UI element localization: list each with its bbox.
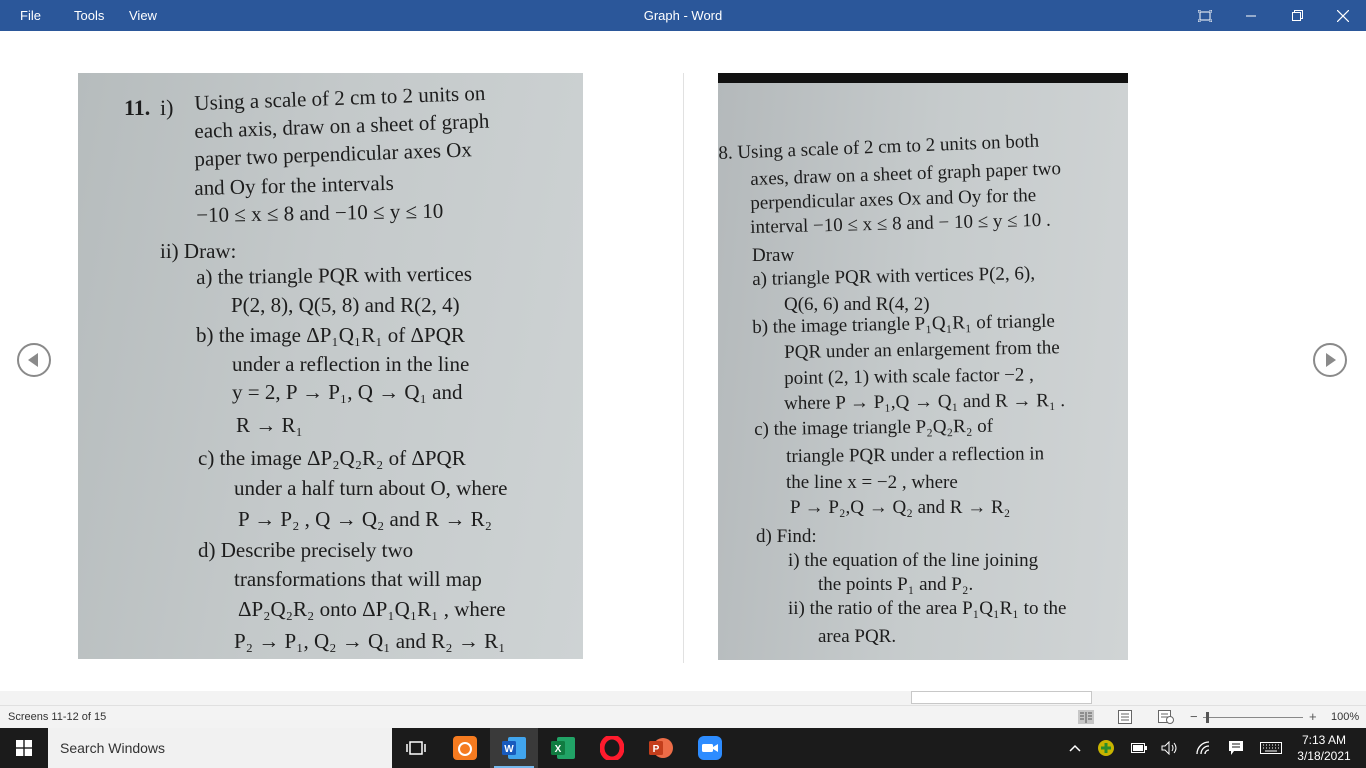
zoom-slider[interactable] [1203, 717, 1303, 718]
left-line: R → R₁ [236, 413, 303, 437]
windows-logo-icon [16, 740, 32, 756]
right-line: area PQR. [818, 626, 897, 647]
focus-mode-icon [1198, 10, 1212, 22]
taskbar-app-opera[interactable] [588, 728, 636, 768]
right-line: where P → P₁,Q → Q₁ and R → R₁ . [784, 390, 1066, 414]
left-line: a) the triangle PQR with vertices [196, 261, 473, 289]
left-line: ΔP₂Q₂R₂ onto ΔP₁Q₁R₁ , where [238, 597, 506, 621]
next-screen-button[interactable] [1313, 343, 1347, 377]
clock-time: 7:13 AM [1301, 733, 1347, 747]
zoom-app-icon [698, 736, 722, 760]
left-line: Using a scale of 2 cm to 2 units on [194, 80, 486, 115]
speaker-icon [1161, 741, 1179, 755]
left-line: P → P₂ , Q → Q₂ and R → R₂ [238, 507, 492, 531]
document-area [0, 31, 1366, 691]
right-line: perpendicular axes Ox and Oy for the [750, 185, 1037, 214]
right-line: P → P₂,Q → Q₂ and R → R₂ [790, 497, 1011, 518]
previous-screen-button[interactable] [17, 343, 51, 377]
page-layout-icon [1118, 710, 1132, 724]
zoom-level[interactable]: 100% [1331, 711, 1360, 723]
status-bar [0, 705, 1366, 728]
notification-icon [1228, 740, 1244, 756]
taskbar-clock[interactable] [1288, 728, 1360, 768]
title-bar [0, 0, 1366, 31]
menu-file[interactable]: File [20, 8, 41, 23]
photo-dark-edge [718, 73, 1128, 83]
opera-icon [600, 736, 624, 760]
zoom-slider-thumb[interactable] [1206, 712, 1209, 723]
chevron-up-icon [1069, 744, 1081, 752]
left-line: transformations that will map [234, 567, 482, 591]
left-line: d) Describe precisely two [198, 538, 414, 562]
tray-app-icon [1097, 739, 1115, 757]
right-page-image [718, 73, 1128, 660]
left-line: P₂ → P₁, Q₂ → Q₁ and R₂ → R₁ [234, 629, 506, 653]
svg-text:X: X [554, 744, 562, 755]
left-line: each axis, draw on a sheet of graph [194, 108, 490, 143]
left-line: under a reflection in the line [232, 352, 470, 376]
zoom-out-button[interactable]: − [1190, 709, 1198, 724]
search-placeholder: Search Windows [60, 740, 166, 756]
right-line: Draw [752, 245, 795, 266]
restore-icon [1292, 10, 1303, 21]
right-line: PQR under an enlargement from the [784, 337, 1060, 363]
close-button[interactable] [1320, 0, 1366, 31]
left-line: y = 2, P → P₁, Q → Q₁ and [232, 380, 463, 404]
show-hidden-icons-button[interactable] [1064, 728, 1086, 768]
svg-text:P: P [652, 744, 660, 755]
volume-button[interactable] [1158, 728, 1182, 768]
left-line: b) the image ΔP₁Q₁R₁ of ΔPQR [196, 323, 465, 347]
restore-button[interactable] [1274, 0, 1320, 31]
keyboard-icon [1260, 742, 1282, 754]
right-line: d) Find: [756, 526, 817, 547]
powerpoint-icon [649, 737, 673, 759]
taskbar-app-zoom[interactable] [686, 728, 734, 768]
left-line: and Oy for the intervals [194, 170, 395, 200]
book-icon [1078, 710, 1094, 724]
taskbar-app-powerpoint[interactable] [637, 728, 685, 768]
clock-date: 3/18/2021 [1297, 749, 1351, 763]
tray-app-icon-button[interactable] [1094, 728, 1118, 768]
read-mode-button[interactable] [1078, 710, 1094, 724]
print-layout-button[interactable] [1118, 710, 1134, 724]
web-layout-icon [1158, 710, 1174, 724]
right-line: axes, draw on a sheet of graph paper two [750, 158, 1062, 190]
right-line: a) triangle PQR with vertices P(2, 6), [752, 263, 1036, 290]
right-line: point (2, 1) with scale factor −2 , [784, 364, 1035, 389]
uc-browser-icon [453, 736, 477, 760]
right-line: b) the image triangle P₁Q₁R₁ of triangle [752, 310, 1056, 338]
minimize-icon [1246, 11, 1256, 21]
task-view-icon [405, 740, 427, 756]
right-line: triangle PQR under a reflection in [786, 443, 1045, 467]
left-line: under a half turn about O, where [234, 476, 508, 500]
taskbar-app-uc-browser[interactable] [441, 728, 489, 768]
right-line: Q(6, 6) and R(4, 2) [784, 294, 930, 315]
page-divider [683, 73, 684, 663]
battery-icon [1131, 743, 1147, 753]
svg-text:W: W [504, 744, 514, 755]
taskbar-app-excel[interactable] [539, 728, 587, 768]
left-line: i) [160, 95, 174, 120]
wifi-button[interactable] [1192, 728, 1216, 768]
left-line: c) the image ΔP₂Q₂R₂ of ΔPQR [198, 446, 466, 470]
battery-button[interactable] [1128, 728, 1150, 768]
left-page-image [78, 73, 583, 659]
menu-tools[interactable]: Tools [74, 8, 105, 23]
arrow-left-icon [28, 353, 40, 367]
right-line: the points P₁ and P₂. [818, 574, 974, 595]
taskbar-app-word[interactable] [490, 728, 538, 768]
task-view-button[interactable] [392, 728, 440, 768]
left-line: ii) Draw: [160, 239, 237, 263]
word-icon [502, 737, 526, 759]
right-line: the line x = −2 , where [786, 472, 958, 493]
right-line: ii) the ratio of the area P₁Q₁R₁ to the [788, 598, 1067, 619]
wifi-icon [1196, 741, 1212, 755]
zoom-in-button[interactable]: + [1309, 709, 1317, 724]
left-line: P(2, 8), Q(5, 8) and R(2, 4) [231, 293, 460, 317]
taskbar [0, 728, 1366, 768]
screen-count: Screens 11-12 of 15 [8, 711, 107, 723]
window-title: Graph - Word [643, 8, 723, 23]
question-number: 11. [124, 95, 151, 120]
left-line: paper two perpendicular axes Ox [194, 137, 473, 171]
web-layout-button[interactable] [1158, 710, 1174, 724]
minimize-button[interactable] [1228, 0, 1274, 31]
close-icon [1337, 10, 1349, 22]
right-line: c) the image triangle P₂Q₂R₂ of [754, 415, 994, 440]
start-button[interactable] [0, 728, 48, 768]
left-line: −10 ≤ x ≤ 8 and −10 ≤ y ≤ 10 [196, 198, 444, 227]
search-box[interactable] [48, 728, 392, 768]
action-center-button[interactable] [1224, 728, 1248, 768]
focus-mode-button[interactable] [1182, 0, 1228, 31]
menu-view[interactable]: View [129, 8, 157, 23]
right-line: interval −10 ≤ x ≤ 8 and − 10 ≤ y ≤ 10 . [750, 209, 1052, 238]
horizontal-scrollbar-thumb[interactable] [911, 691, 1092, 704]
keyboard-button[interactable] [1258, 728, 1284, 768]
right-line: i) the equation of the line joining [788, 550, 1039, 571]
right-line: 8. Using a scale of 2 cm to 2 units on both [718, 130, 1040, 164]
excel-icon [551, 737, 575, 759]
arrow-right-icon [1324, 353, 1336, 367]
